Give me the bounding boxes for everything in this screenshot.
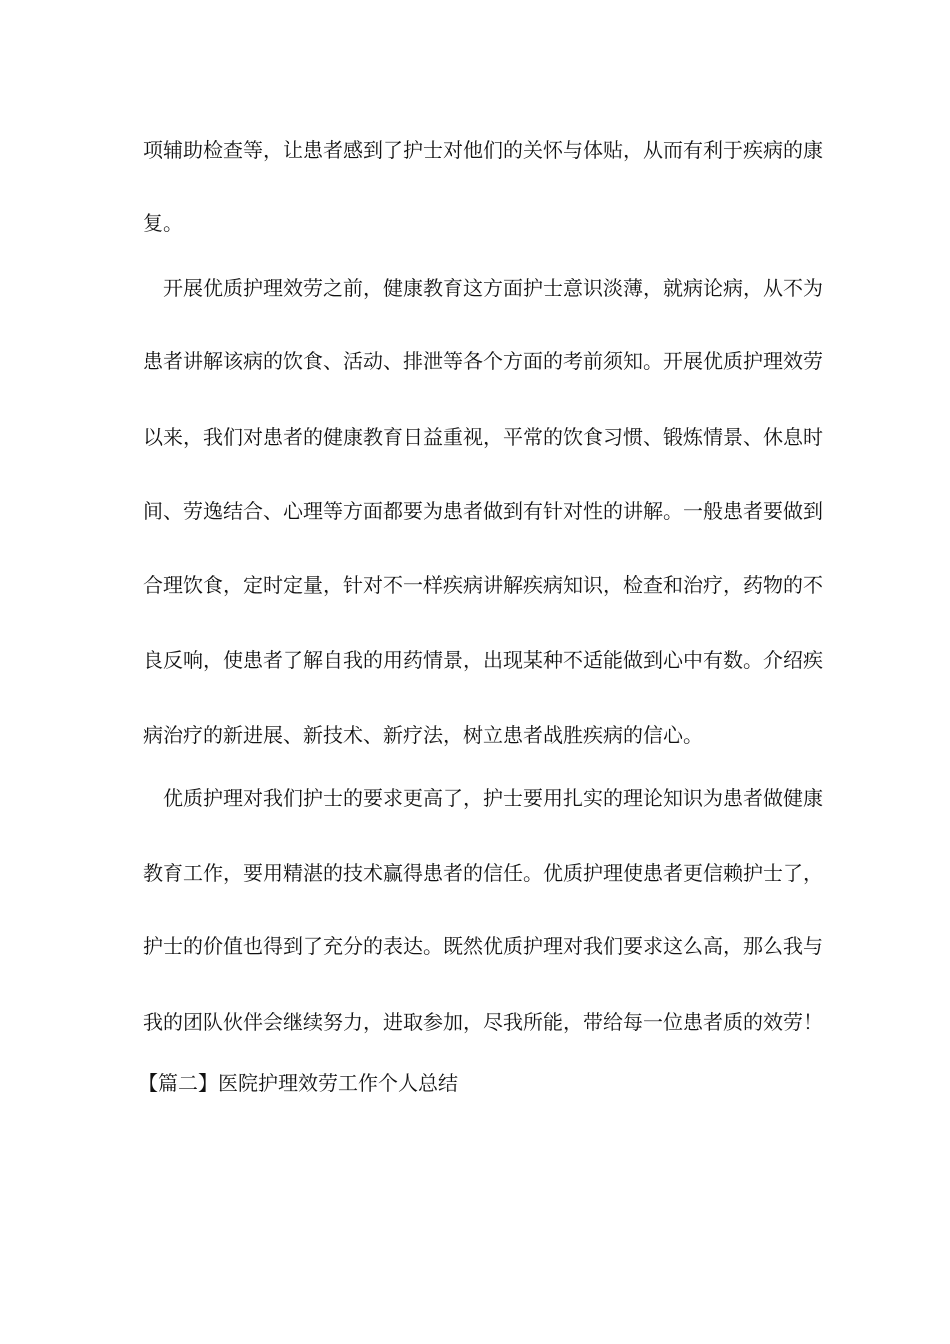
paragraph-line: 良反响，使患者了解自我的用药情景，出现某种不适能做到心中有数。介绍疾 <box>143 648 823 672</box>
paragraph-line: 开展优质护理效劳之前，健康教育这方面护士意识淡薄，就病论病，从不为 <box>163 276 823 300</box>
paragraph-line: 患者讲解该病的饮食、活动、排泄等各个方面的考前须知。开展优质护理效劳 <box>143 349 823 373</box>
paragraph-line: 间、劳逸结合、心理等方面都要为患者做到有针对性的讲解。一般患者要做到 <box>143 499 823 523</box>
paragraph-line: 护士的价值也得到了充分的表达。既然优质护理对我们要求这么高，那么我与 <box>143 934 823 958</box>
paragraph-line: 合理饮食，定时定量，针对不一样疾病讲解疾病知识，检查和治疗，药物的不 <box>143 573 823 597</box>
paragraph-line: 项辅助检查等，让患者感到了护士对他们的关怀与体贴，从而有利于疾病的康 <box>143 138 823 162</box>
paragraph-line: 教育工作，要用精湛的技术赢得患者的信任。优质护理使患者更信赖护士了， <box>143 861 823 885</box>
paragraph-line: 复。 <box>143 211 183 235</box>
paragraph-line: 优质护理对我们护士的要求更高了，护士要用扎实的理论知识为患者做健康 <box>163 786 823 810</box>
section-heading: 【篇二】医院护理效劳工作个人总结 <box>138 1071 458 1095</box>
paragraph-line: 以来，我们对患者的健康教育日益重视，平常的饮食习惯、锻炼情景、休息时 <box>143 425 823 449</box>
paragraph-line: 我的团队伙伴会继续努力，进取参加，尽我所能，带给每一位患者质的效劳！ <box>143 1010 823 1034</box>
paragraph-line: 病治疗的新进展、新技术、新疗法，树立患者战胜疾病的信心。 <box>143 723 703 747</box>
